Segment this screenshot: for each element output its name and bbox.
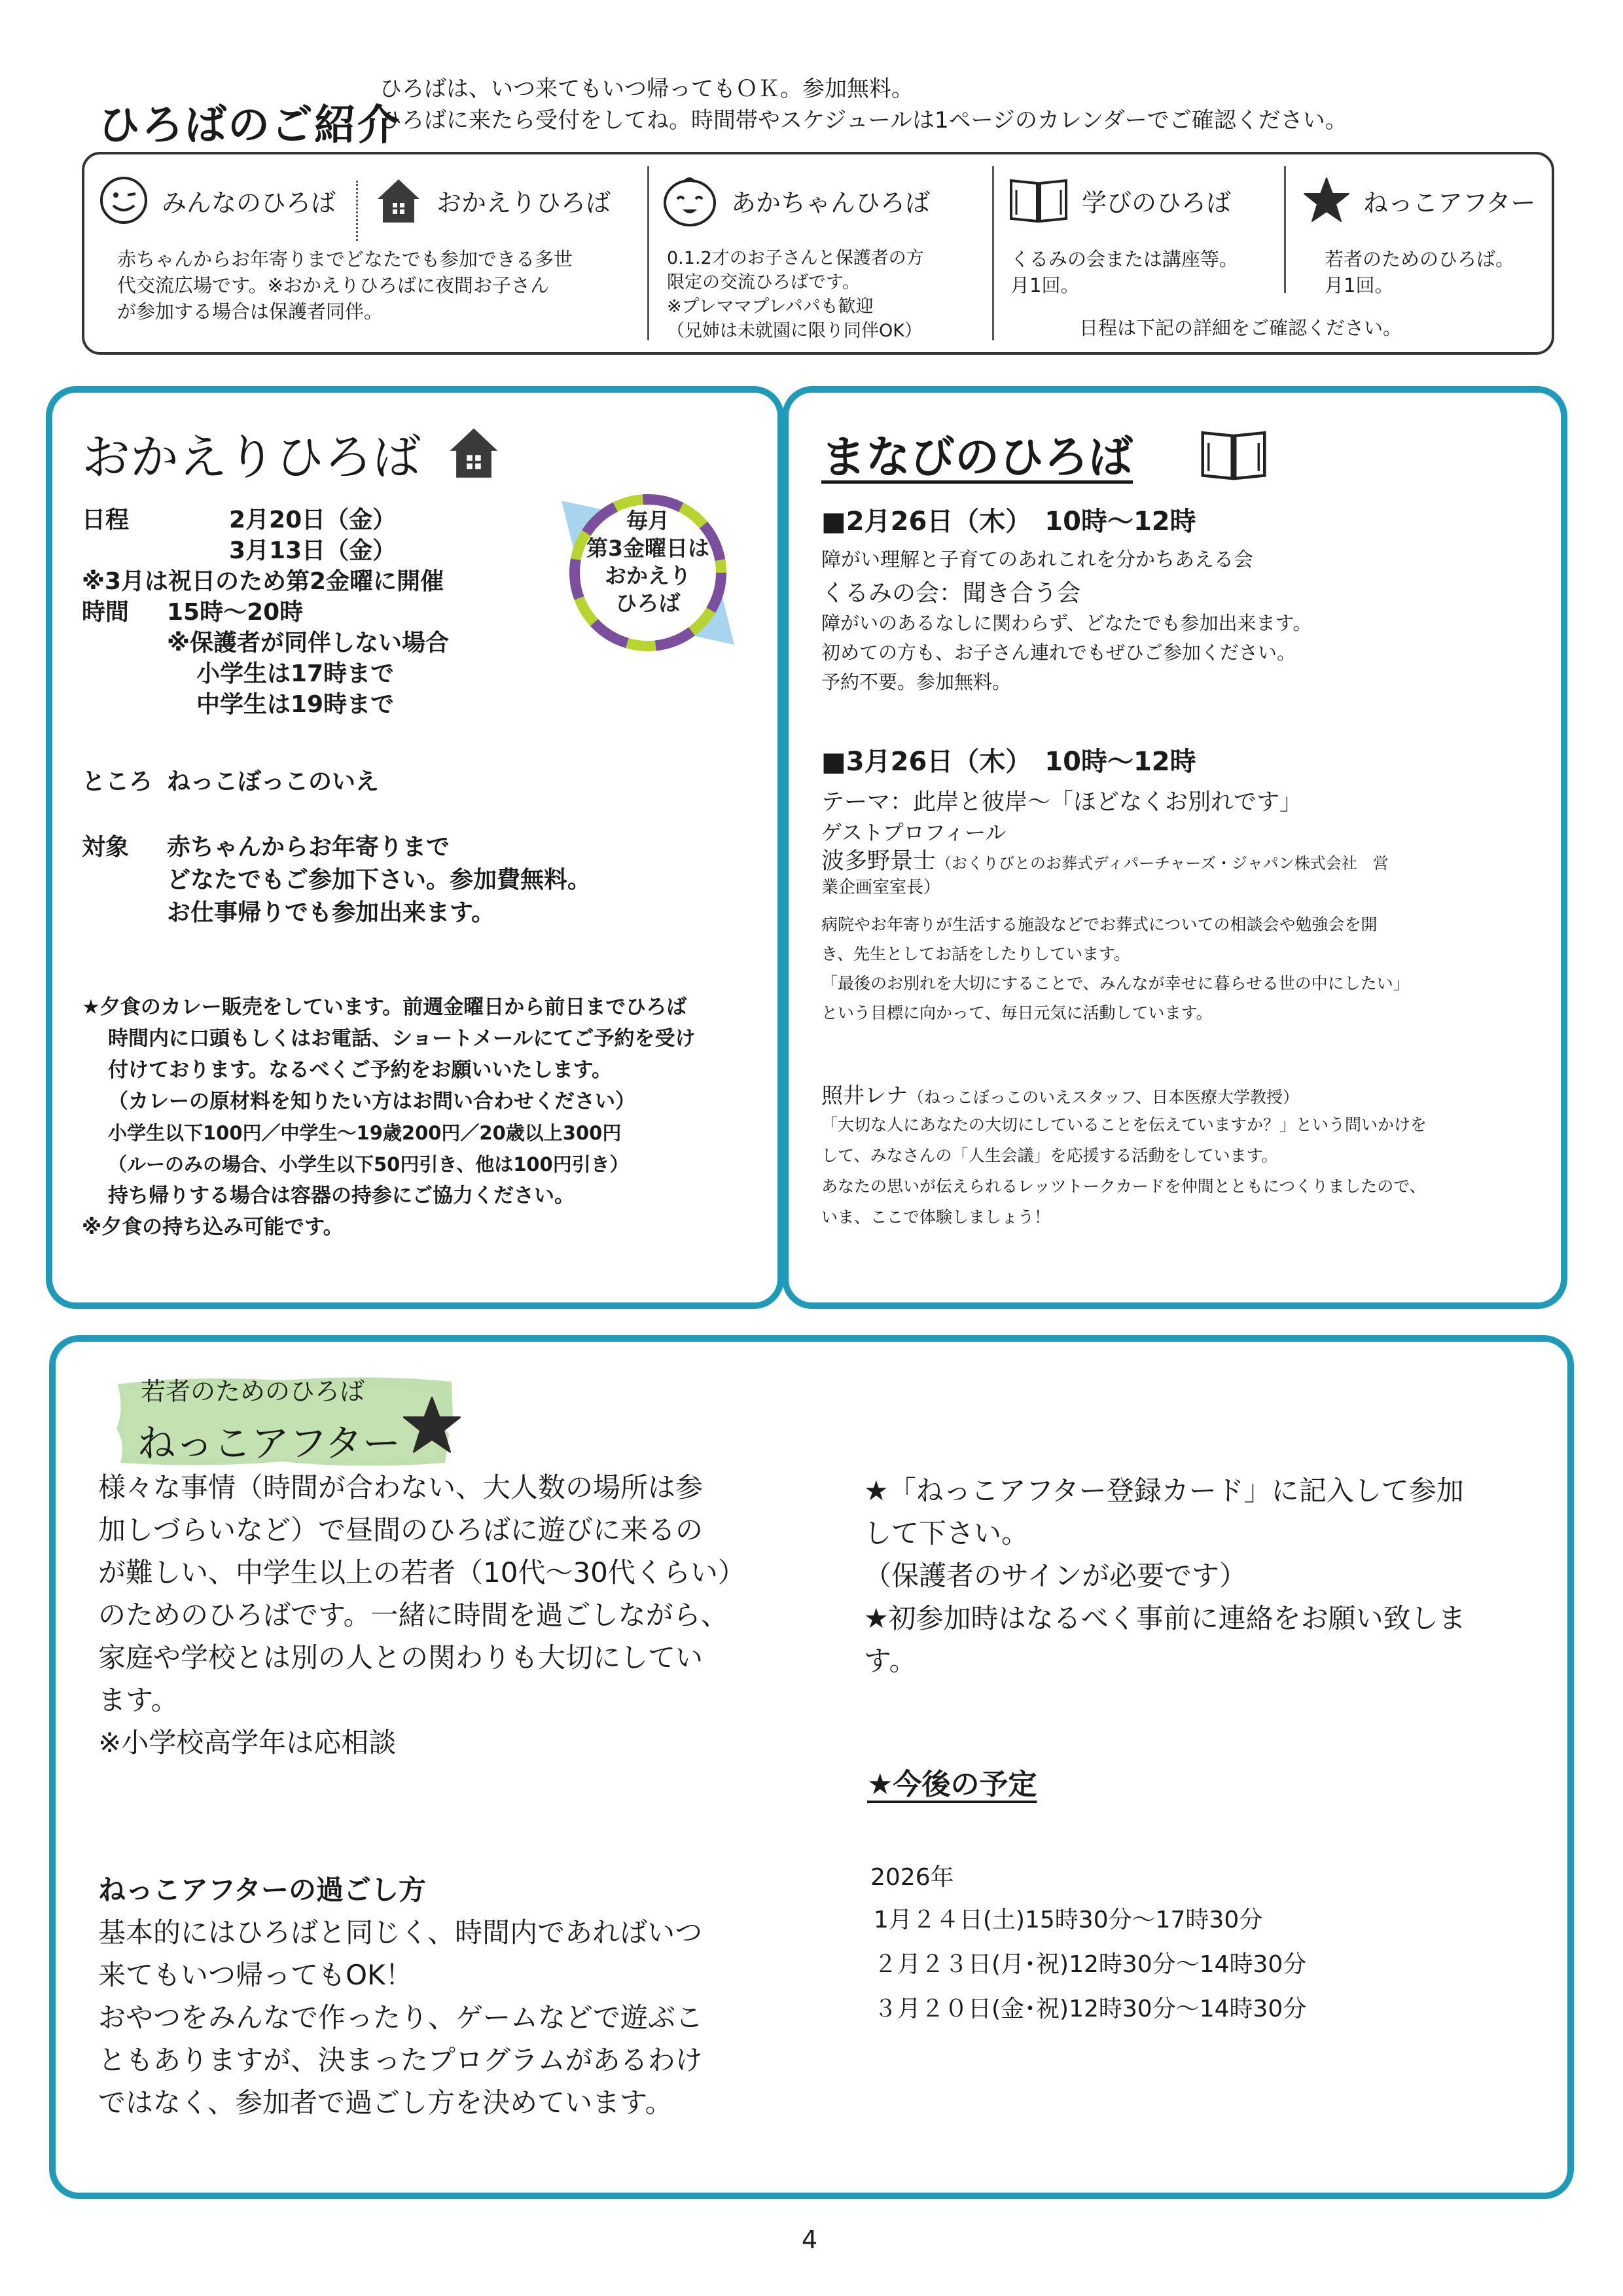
plan-date: 1月２４日(土)15時30分～17時30分 (874, 1907, 1263, 1933)
text-line: 基本的にはひろばと同じく、時間内であればいつ (98, 1916, 703, 1948)
after-intro (98, 1466, 792, 1764)
text-line: （保護者のサインが必要です） (864, 1560, 1247, 1592)
text-line: ともありますが、決まったプログラムがあるわけ (98, 2044, 703, 2076)
text-line: ます。 (98, 1684, 179, 1716)
divider (647, 166, 649, 340)
book-icon (1198, 425, 1270, 484)
event-2-theme: テーマ：此岸と彼岸～「ほどなくお別れです」 (821, 789, 1303, 816)
star-icon (1302, 175, 1351, 225)
manabi-description (1010, 246, 1238, 298)
schedule-note: 日程は下記の詳細をご確認ください。 (1079, 317, 1402, 339)
text-line: 代交流広場です。※おかえりひろばに夜間お子さん (117, 274, 549, 296)
text-line: ※小学校高学年は応相談 (98, 1727, 397, 1759)
text-line: 赤ちゃんからお年寄りまで (167, 834, 450, 861)
intro-box (82, 152, 1554, 355)
text-line: 予約不要。参加無料。 (821, 671, 1012, 693)
text-line: 来てもいつ帰ってもOK！ (98, 1959, 413, 1991)
text-line: 月1回。 (1010, 274, 1080, 296)
dotted-divider (356, 181, 358, 241)
intro-lead (380, 73, 1347, 136)
text-line: 付けております。なるべくご予約をお願いいたします。 (108, 1058, 613, 1082)
howto-heading: ねっこアフターの過ごし方 (98, 1874, 427, 1906)
text-line: が難しい、中学生以上の若者（10代～30代くらい） (98, 1556, 745, 1588)
house-icon (446, 424, 502, 480)
plan-date: ３月２０日(金･祝)12時30分～14時30分 (874, 1996, 1307, 2022)
text-line: 「最後のお別れを大切にすることで、みんなが幸せに暮らせる世の中にしたい」 (821, 974, 1410, 993)
guest-1 (821, 843, 1389, 876)
text-line: き、先生としてお話をしたりしています。 (821, 944, 1131, 963)
event-1-body (821, 609, 1311, 697)
plan-heading: ★今後の予定 (867, 1768, 1037, 1801)
text-line: いま、ここで体験しましょう！ (821, 1208, 1051, 1227)
target-text (167, 831, 591, 929)
howto-body (98, 1911, 792, 2124)
curry-notice (82, 992, 695, 1243)
guest-1-body (821, 910, 1410, 1028)
time-value: 15時～20時 (167, 599, 304, 626)
guest-2-affiliation: （ねっこぼっこのいえスタッフ、日本医療大学教授） (908, 1088, 1300, 1107)
badge-text (569, 507, 726, 617)
intro-item-label: 学びのひろば (1082, 188, 1232, 217)
text-line: 若者のためのひろば。 (1325, 248, 1515, 270)
schedule-date-1: 2月20日（金） (229, 507, 397, 533)
text-line: 「大切な人にあなたの大切にしていることを伝えていますか？」という問いかけを (821, 1115, 1427, 1134)
text-line: （兄姉は未就園に限り同伴OK） (667, 321, 922, 341)
guest-2-name: 照井レナ (821, 1083, 908, 1108)
after-registration-notes (864, 1469, 1531, 1682)
baby-face-icon (660, 173, 719, 228)
text-line: 持ち帰りする場合は容器の持参にご協力ください。 (108, 1184, 575, 1208)
schedule-label: 日程 (82, 507, 130, 533)
text-line: 0.1.2才のお子さんと保護者の方 (667, 248, 924, 268)
text-line: 時間内に口頭もしくはお電話、ショートメールにてご予約を受け (108, 1027, 696, 1050)
text-line: 月1回。 (1325, 274, 1394, 296)
elementary-limit: 小学生は17時まで (196, 660, 395, 687)
junior-high-limit: 中学生は19時まで (196, 691, 395, 718)
target-label: 対象 (82, 834, 130, 861)
star-icon (401, 1394, 463, 1457)
event-1-heading: ■2月26日（木） 10時～12時 (821, 507, 1196, 537)
text-line: くるみの会または講座等。 (1010, 248, 1239, 270)
text-line: 家庭や学校とは別の人との関わりも大切にしてい (98, 1641, 704, 1674)
plan-dates (874, 1898, 1306, 2032)
divider (1284, 166, 1286, 293)
place-value: ねっこぼっこのいえ (167, 768, 380, 795)
text-line: ではなく、参加者で過ごし方を決めています。 (98, 2087, 673, 2119)
event-1-name: くるみの会：聞き合う会 (821, 580, 1081, 607)
event-1-subtitle: 障がい理解と子育てのあれこれを分かちあえる会 (821, 548, 1253, 571)
text-line: お仕事帰りでも参加出来ます。 (167, 899, 495, 926)
akachan-description (667, 246, 924, 343)
intro-item-minna (98, 174, 336, 226)
plan-date: ２月２３日(月･祝)12時30分～14時30分 (874, 1951, 1307, 1978)
guest-2 (821, 1079, 1299, 1109)
guest-1-affiliation-cont: 業企画室室長） (821, 878, 941, 897)
okaeri-title-text: おかえりひろば (82, 429, 421, 486)
text-line: して下さい。 (864, 1517, 1029, 1549)
guest-1-affiliation: （おくりびとのお葬式ディパーチャーズ・ジャパン株式会社 営 (936, 854, 1389, 872)
text-line: す。 (864, 1645, 917, 1677)
page-number: 4 (802, 2225, 818, 2254)
text-line: ※夕食の持ち込み可能です。 (82, 1215, 344, 1239)
smile-wink-icon (98, 174, 150, 226)
intro-item-label: ねっこアフター (1363, 188, 1536, 217)
place-label: ところ (82, 768, 153, 795)
text-line: が参加する場合は保護者同伴。 (117, 300, 383, 323)
text-line: ★「ねっこアフター登録カード」に記入して参加 (864, 1475, 1464, 1507)
text-line: して、みなさんの「人生会議」を応援する活動をしています。 (821, 1146, 1278, 1165)
text-line: どなたでもご参加下さい。参加費無料。 (167, 867, 592, 893)
text-line: ※プレママプレパパも歓迎 (667, 296, 874, 317)
text-line: 様々な事情（時間が合わない、大人数の場所は参 (98, 1471, 704, 1503)
text-line: 加しづらいなど）で昼間のひろばに遊びに来るの (98, 1514, 704, 1546)
intro-title: ひろばのご紹介 (98, 101, 401, 150)
guest-2-body (821, 1109, 1427, 1232)
text-line: ★夕食のカレー販売をしています。前週金曜日から前日までひろば (82, 996, 687, 1019)
text-line: のためのひろばです。一緒に時間を過ごしながら、 (98, 1599, 728, 1631)
text-line: 赤ちゃんからお年寄りまでどなたでも参加できる多世 (117, 248, 573, 270)
text-line: 小学生以下100円／中学生～19歳200円／20歳以上300円 (108, 1122, 622, 1144)
guest-1-name: 波多野景士 (821, 848, 936, 874)
intro-lead-line: ひろばに来たら受付をしてね。時間帯やスケジュールは1ページのカレンダーでご確認ください。 (380, 107, 1347, 134)
text-line: 限定の交流ひろばです。 (667, 272, 860, 293)
text-line: あなたの思いが伝えられるレッツトークカードを仲間とともにつくりましたので、 (821, 1177, 1426, 1196)
text-line: 初めての方も、お子さん連れでもぜひご参加ください。 (821, 641, 1296, 664)
intro-item-manabi (1007, 174, 1231, 226)
text-line: 毎月 (626, 508, 669, 533)
guest-label: ゲストプロフィール (821, 820, 1007, 845)
okaeri-title (82, 419, 502, 488)
text-line: 障がいのあるなしに関わらず、どなたでも参加出来ます。 (821, 612, 1312, 634)
text-line: という目標に向かって、毎日元気に活動しています。 (821, 1003, 1213, 1022)
after-tag-title: ねっこアフター (137, 1421, 401, 1465)
march-note: ※3月は祝日のため第2金曜に開催 (82, 568, 444, 595)
text-line: （ルーのみの場合、小学生以下50円引き、他は100円引き） (108, 1153, 629, 1175)
event-2-heading: ■3月26日（木） 10時～12時 (821, 747, 1196, 777)
text-line: おやつをみんなで作ったり、ゲームなどで遊ぶこ (98, 2001, 704, 2034)
after-description (1325, 246, 1514, 298)
intro-item-label: みんなのひろば (162, 188, 336, 217)
intro-item-label: おかえりひろば (437, 188, 611, 217)
intro-item-label: あかちゃんひろば (731, 188, 931, 217)
time-label: 時間 (82, 599, 130, 626)
guardian-note: ※保護者が同伴しない場合 (167, 630, 449, 656)
divider (992, 166, 994, 340)
after-tag-subtitle: 若者のためのひろば (141, 1377, 365, 1406)
text-line: ひろば (615, 590, 681, 616)
book-icon (1007, 174, 1070, 226)
text-line: 病院やお年寄りが生活する施設などでお葬式についての相談会や勉強会を開 (821, 915, 1378, 934)
manabi-title: まなびのひろば (821, 432, 1133, 484)
intro-item-akachan (660, 174, 930, 226)
intro-item-after (1302, 174, 1535, 226)
schedule-date-2: 3月13日（金） (229, 537, 397, 564)
text-line: 第3金曜日は (586, 535, 709, 561)
house-icon (372, 174, 425, 226)
intro-item-okaeri (372, 174, 611, 226)
text-line: ★初参加時はなるべく事前に連絡をお願い致しま (864, 1602, 1466, 1634)
intro-lead-line: ひろばは、いつ来てもいつ帰ってもＯＫ。参加無料。 (380, 76, 914, 102)
text-line: （カレーの原材料を知りたい方はお問い合わせください） (108, 1090, 635, 1113)
text-line: おかえり (605, 563, 691, 588)
minna-description (117, 246, 573, 325)
plan-year: 2026年 (870, 1864, 954, 1891)
